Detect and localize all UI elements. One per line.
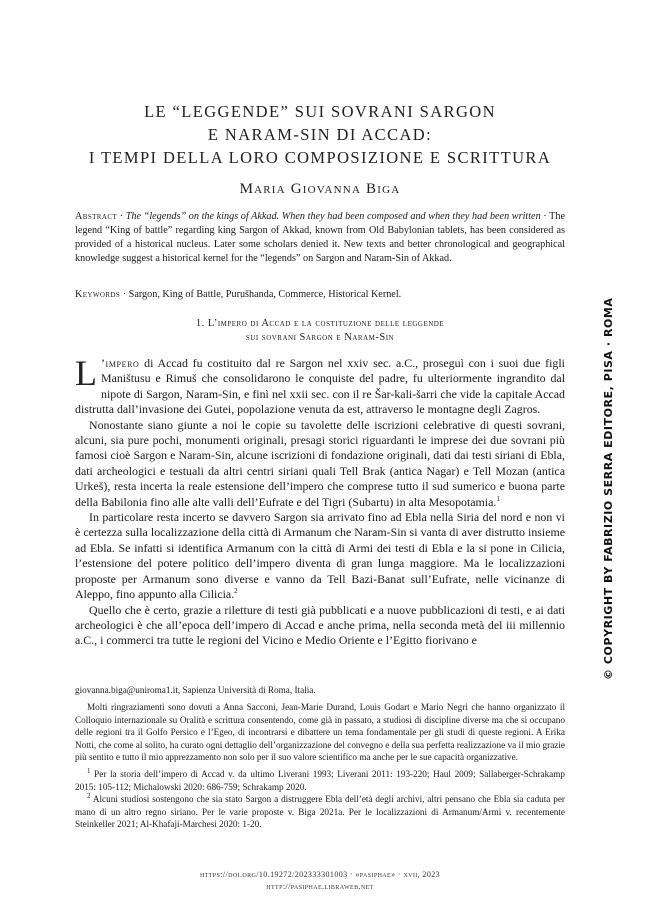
first-word: ’impero xyxy=(101,356,140,370)
title-line-1: LE “LEGGENDE” SUI SOVRANI SARGON xyxy=(144,102,496,121)
section-heading-line-2: sui sovrani Sargon e Naram-Sin xyxy=(245,332,395,343)
paragraph-1-text: di Accad fu costituito dal re Sargon nel xxiv sec. a.C., proseguì con i suoi due figli Maništusu e Rimuš che consolidarono le conquiste del padre, fu ulteriormente ingrandito dal nipote di Sargon, Naram-Sin, e finì nel xxii sec. con il re Šar-kali-šarri che vide la capitale Accad distrutta dall’invasione dei Gutei, popolazione venuta da est, attraverso le montagne degli Zagros. xyxy=(75,356,565,417)
keywords-text: · Sargon, King of Battle, Purušhanda, Commerce, Historical Kernel. xyxy=(120,289,402,300)
title-line-3: I TEMPI DELLA LORO COMPOSIZIONE E SCRITTURA xyxy=(88,148,552,167)
footnote-2-text: Alcuni studiosi sostengono che sia stato Sargon a distruggere Ebla dell’età degli archivi, altri pensano che Ebla sia caduta per mano di un altro regno siriano. Per le varie proposte v. Biga 2021a. Per le localizzazioni di Armanum/Armi v. recentemente Steinkeller 2021; Al-Khafaji-Marchesi 2020: 1-20. xyxy=(75,794,565,830)
section-heading-line-1: 1. L’impero di Accad e la costituzione delle leggende xyxy=(195,318,445,329)
doi-link[interactable]: https://doi.org/10.19272/202333301003 · «pasiphae» · xvii, 2023 xyxy=(199,870,441,879)
page-footer xyxy=(75,869,565,893)
acknowledgements-note: Molti ringraziamenti sono dovuti a Anna Sacconi, Jean-Marie Durand, Louis Godart e Mario Negri che hanno organizzato il Colloquio internazionale su Oralità e scrittura consentendo, come già in passato, a studiosi di discipline diverse ma che si occupano delle regioni tra il Golfo Persico e l’Egeo, di incontrarsi e dibattere un tema fondamentale per gli studi di queste regioni. A Erika Notti, che come al solito, ha curato ogni dettaglio dell’organizzazione del convegno e della sua perfetta realizzazione va il mio grazie più sentito e tutto il mio apprezzamento non solo per il suo valore scientifico ma anche per le sue capacità organizzative. xyxy=(75,702,565,763)
footnote-2 xyxy=(75,793,565,830)
journal-url-link[interactable]: http://pasiphae.libraweb.net xyxy=(266,882,374,891)
paragraph-3 xyxy=(75,510,565,602)
footnote-1-mark: 1 xyxy=(87,767,91,776)
abstract-text: · The legend “King of battle” regarding king Sargon of Akkad, known from Old Babylonian tablets, has been considered as provided of a historical nucleus. Later some scholars denied it. New texts and better chronological and geographical knowledge suggest a historical kernel for the “legends” on Sargon and Naram-Sin of Akkad. xyxy=(75,211,565,265)
abstract-separator: · xyxy=(117,211,126,222)
keywords xyxy=(75,288,565,302)
title-line-2: E NARAM-SIN DI ACCAD: xyxy=(207,125,433,144)
paragraph-3-text: In particolare resta incerto se davvero Sargon sia arrivato fino ad Ebla nella Siria del nord e non vi è certezza sulla localizzazione della città di Armanum che Naram-Sin si vanta di aver distrutto insieme ad Ebla. Se infatti si identifica Armanum con la città di Armi dei testi di Ebla e la si pone in Cilicia, l’estensione del potere politico dell’impero diventa di gran lunga maggiore. Ma le localizzazioni proposte per Armanum sono diverse e vanno da Tell Bazi-Banat sull’Eufrate, nelle vicinanze di Aleppo, fino appunto alla Cilicia. xyxy=(75,510,565,602)
paragraph-2-text: Nonostante siano giunte a noi le copie su tavolette delle iscrizioni celebrative di questi sovrani, alcuni, sia pure pochi, monumenti originali, presagi storici riguardanti le imprese dei due sovrani più famosi cioè Sargon e Naram-Sin, alcune iscrizioni di fondazione originali, dati dai testi siriani di Ebla, dati archeologici e testuali da altri centri siriani quali Tell Brak (antica Nagar) e Tell Mozan (antica Urkeš), resta incerta la reale estensione dell’impero che comprese tutto il sud sumerico e buona parte della Babilonia fino alle alte valli dell’Eufrate e del Tigri (Subartu) in alta Mesopotamia. xyxy=(75,417,565,509)
footnote-ref-2[interactable]: 2 xyxy=(234,587,238,596)
abstract xyxy=(75,210,565,266)
author-affiliation: giovanna.biga@uniroma1.it, Sapienza Università di Roma, Italia. xyxy=(75,685,316,695)
abstract-label: Abstract xyxy=(75,211,118,222)
paragraph-2 xyxy=(75,418,565,510)
copyright-notice xyxy=(584,270,615,680)
keywords-label: Keywords xyxy=(75,289,121,300)
drop-cap: L xyxy=(75,353,97,393)
footnotes xyxy=(75,684,565,830)
paragraph-1 xyxy=(75,353,565,418)
section-heading xyxy=(75,317,565,345)
footnote-1-text: Per la storia dell’impero di Accad v. da ultimo Liverani 1993; Liverani 2011: 193-220; Haul 2009; Sallaberger-Schrakamp 2015: 105-112; Michalowski 2020: 686-759; Schrakamp 2020. xyxy=(75,769,565,792)
paragraph-4-text: Quello che è certo, grazie a riletture di testi già pubblicati e a nuove pubblicazioni di testi, e ai dati archeologici è che all’epoca dell’impero di Accad e anche prima, nella seconda metà del iii millennio a.C., i commerci tra tutte le regioni del Vicino e Medio Oriente e l’Egitto fiorivano e xyxy=(75,602,565,648)
author-name: Maria Giovanna Biga xyxy=(239,181,401,197)
footnote-2-mark: 2 xyxy=(87,792,91,801)
abstract-english-title: The “legends” on the kings of Akkad. When they had been composed and when they had been written xyxy=(125,211,541,222)
article-title xyxy=(60,100,580,169)
copyright-text: © COPYRIGHT BY FABRIZIO SERRA EDITORE, PISA · ROMA xyxy=(602,297,615,680)
body-text xyxy=(75,353,565,649)
footnote-ref-1[interactable]: 1 xyxy=(496,494,500,503)
paragraph-4 xyxy=(75,603,565,649)
footnote-1 xyxy=(75,768,565,793)
